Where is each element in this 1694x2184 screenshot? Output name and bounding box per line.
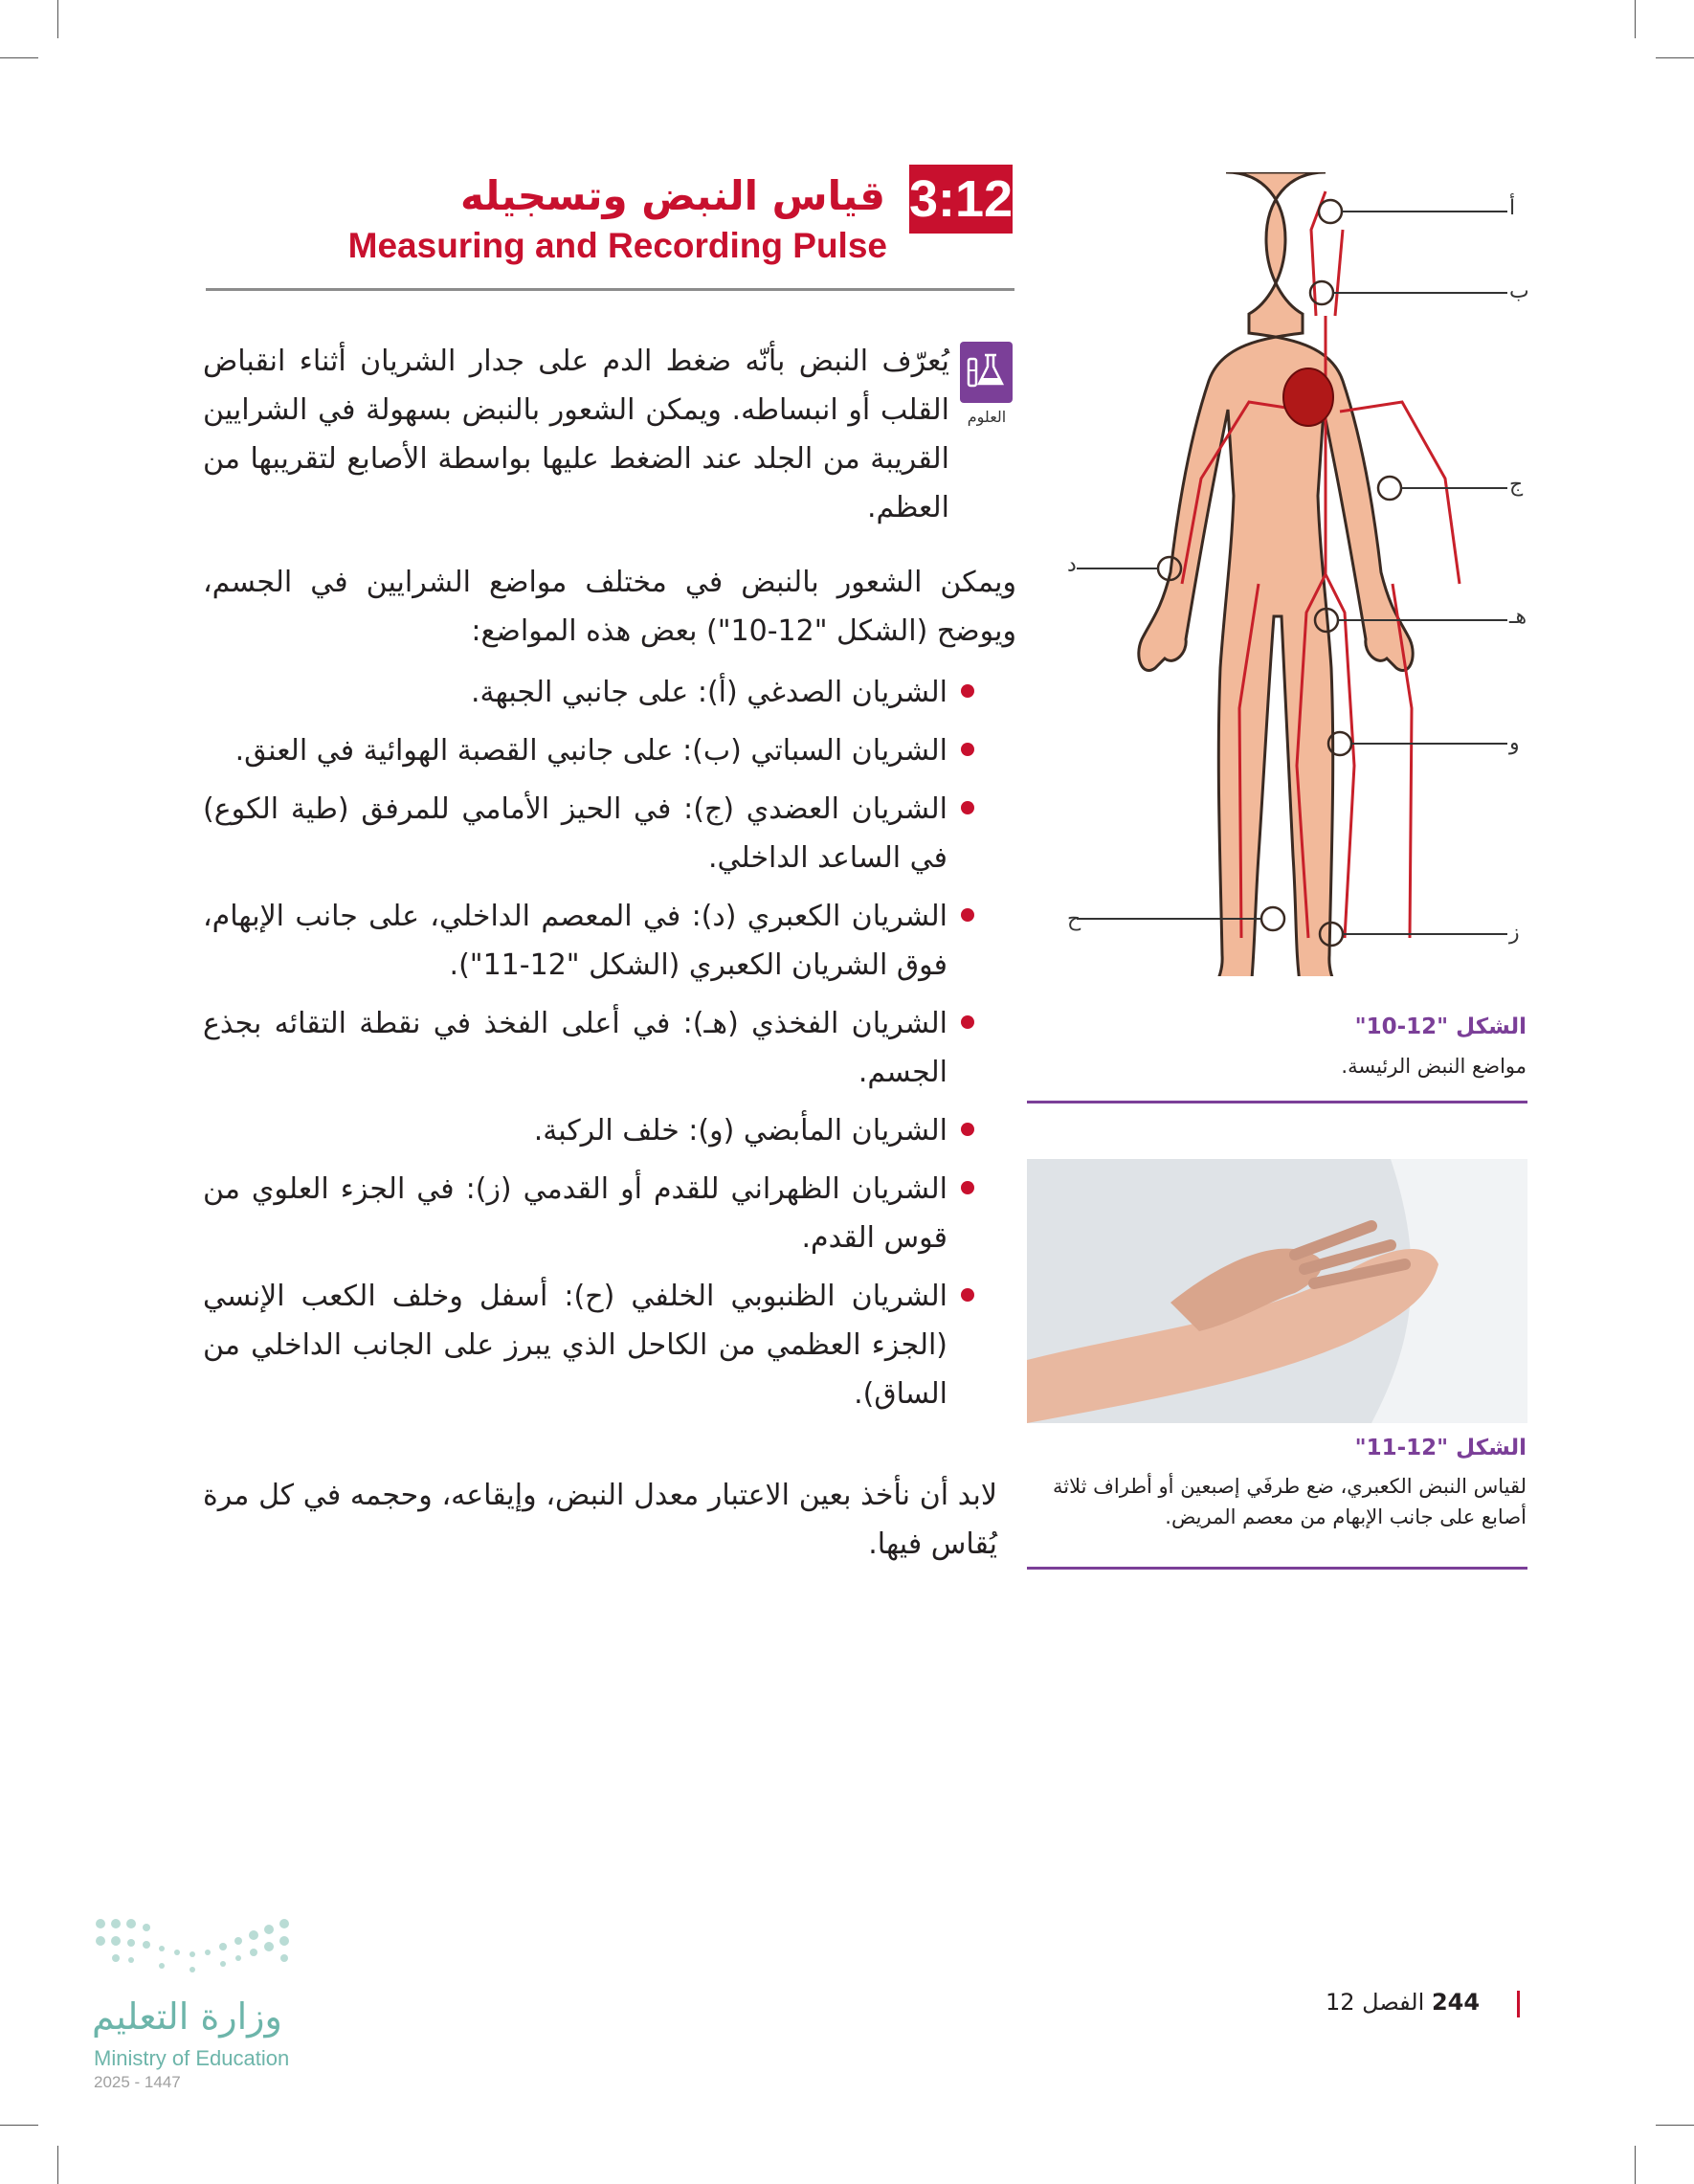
- bullet-icon: [961, 908, 974, 922]
- list-item: [203, 1165, 969, 1262]
- bullet-icon: [961, 1123, 974, 1136]
- crop-mark: [57, 2146, 58, 2184]
- intro-paragraph-2: ويمكن الشعور بالنبض في مختلف مواضع الشرايين في الجسم، ويوضح (الشكل "12-10") بعض هذه المواضع:: [203, 566, 1016, 648]
- crop-mark: [1656, 57, 1694, 58]
- figure2-divider: [1027, 1567, 1527, 1570]
- list-item-text: الشريان الظنبوبي الخلفي (ح): أسفل وخلف الكعب الإنسي (الجزء العظمي من الكاحل الذي يبرز على الجانب الداخلي من الساق).: [203, 1280, 947, 1411]
- crop-mark: [57, 0, 58, 38]
- ministry-year: 2025 - 1447: [94, 2073, 181, 2091]
- page-number: 244: [1431, 1989, 1481, 2016]
- bullet-icon: [961, 1015, 974, 1029]
- label-d: د: [1067, 553, 1077, 577]
- figure1-title: الشكل "12-10": [1354, 1014, 1527, 1039]
- science-badge: [960, 342, 1013, 403]
- list-item-text: الشريان الكعبري (د): في المعصم الداخلي، على جانب الإبهام، فوق الشريان الكعبري (الشكل "12-11").: [203, 900, 947, 982]
- list-item-text: الشريان السباتي (ب): على جانبي القصبة الهوائية في العنق.: [234, 734, 947, 768]
- chapter-label: الفصل 12: [1326, 1989, 1425, 2016]
- section-number: 3:12: [909, 165, 1013, 234]
- label-a: أ: [1509, 196, 1516, 220]
- list-item-text: الشريان المأبضي (و): خلف الركبة.: [533, 1114, 947, 1148]
- crop-mark: [0, 2125, 38, 2126]
- bullet-icon: [961, 1181, 974, 1194]
- crop-mark: [1656, 2125, 1694, 2126]
- ministry-logo-dots: [91, 1914, 301, 1991]
- list-item: [203, 668, 969, 717]
- page-footer: [1326, 1989, 1480, 2016]
- section-title-english: Measuring and Recording Pulse: [347, 226, 887, 265]
- bullet-icon: [961, 743, 974, 756]
- radial-pulse-photo: [1027, 1159, 1527, 1423]
- crop-mark: [1635, 0, 1636, 38]
- section-title-arabic: قياس النبض وتسجيله: [459, 172, 885, 219]
- label-j: ج: [1509, 473, 1524, 497]
- footer-accent-bar: [1517, 1991, 1520, 2017]
- label-h: هـ: [1509, 605, 1527, 629]
- label-b: ب: [1509, 279, 1529, 303]
- figure1-divider: [1027, 1101, 1527, 1103]
- figure2-title: الشكل "12-11": [1354, 1436, 1527, 1460]
- label-z: ز: [1509, 921, 1520, 945]
- body-pulse-diagram: [1038, 172, 1536, 976]
- ministry-name-arabic: وزارة التعليم: [92, 1995, 282, 2038]
- label-h2: ح: [1067, 907, 1081, 931]
- bullet-icon: [961, 684, 974, 698]
- flask-icon: [960, 342, 1013, 403]
- ministry-name-english: Ministry of Education: [94, 2046, 290, 2070]
- header-divider: [206, 288, 1014, 291]
- crop-mark: [0, 57, 38, 58]
- figure2-caption: لقياس النبض الكعبري، ضع طرفَي إصبعين أو أطراف ثلاثة أصابع على جانب الإبهام من معصم المريض.: [1052, 1475, 1527, 1528]
- pulse-site-list: [203, 668, 969, 1428]
- closing-paragraph: لابد أن نأخذ بعين الاعتبار معدل النبض، وإيقاعه، وحجمه في كل مرة يُقاس فيها.: [203, 1479, 997, 1561]
- list-item: [203, 785, 969, 882]
- list-item-text: الشريان الظهراني للقدم أو القدمي (ز): في الجزء العلوي من قوس القدم.: [203, 1172, 947, 1255]
- intro-paragraph-1: يُعرّف النبض بأنّه ضغط الدم على جدار الشريان أثناء انقباض القلب أو انبساطه. ويمكن الشعور بالنبض بسهولة في الشرايين القريبة من الجلد عند الضغط عليها بواسطة الأصابع لتقريبها من العظم.: [203, 345, 949, 524]
- list-item: [203, 892, 969, 990]
- list-item: [203, 999, 969, 1097]
- list-item: [203, 1272, 969, 1418]
- list-item-text: الشريان الصدغي (أ): على جانبي الجبهة.: [470, 676, 947, 709]
- badge-label: العلوم: [967, 408, 1007, 426]
- list-item-text: الشريان العضدي (ج): في الحيز الأمامي للمرفق (طية الكوع) في الساعد الداخلي.: [203, 792, 947, 875]
- list-item-text: الشريان الفخذي (هـ): في أعلى الفخذ في نقطة التقائه بجذع الجسم.: [203, 1007, 947, 1089]
- label-w: و: [1509, 731, 1520, 755]
- crop-mark: [1635, 2146, 1636, 2184]
- list-item: [203, 726, 969, 775]
- heart-icon: [1283, 368, 1333, 426]
- bullet-icon: [961, 1288, 974, 1302]
- list-item: [203, 1106, 969, 1155]
- bullet-icon: [961, 801, 974, 814]
- figure1-caption: مواضع النبض الرئيسة.: [1341, 1055, 1527, 1078]
